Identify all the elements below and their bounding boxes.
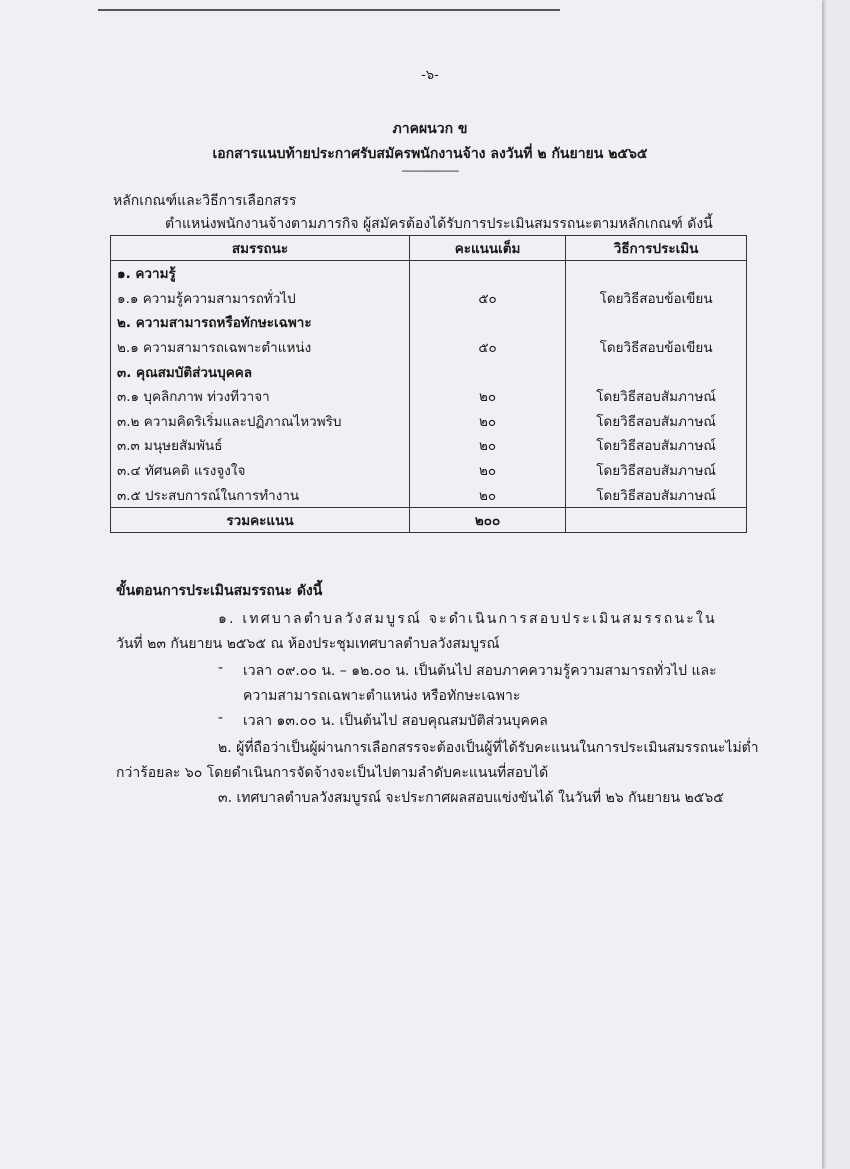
method-cell: โดยวิธีสอบสัมภาษณ์ xyxy=(566,458,747,483)
criteria-table xyxy=(110,235,747,533)
competency-cell: ๓.๓ มนุษยสัมพันธ์ xyxy=(111,433,410,458)
score-cell: ๒๐ xyxy=(410,458,566,483)
column-header-competency: สมรรถนะ xyxy=(111,236,410,261)
page-number: -๖- xyxy=(421,68,439,83)
column-header-score: คะแนนเต็ม xyxy=(410,236,566,261)
method-cell: โดยวิธีสอบสัมภาษณ์ xyxy=(566,384,747,409)
criteria-heading: หลักเกณฑ์และวิธีการเลือกสรร xyxy=(113,193,297,209)
table-row xyxy=(111,458,747,483)
score-cell: ๒๐ xyxy=(410,433,566,458)
procedure-item-2-line-1: ๒. ผู้ที่ถือว่าเป็นผู้ผ่านการเลือกสรรจะต้องเป็นผู้ที่ได้รับคะแนนในการประเมินสมรรถนะไม่ต่ำ xyxy=(218,740,759,756)
procedure-heading: ขั้นตอนการประเมินสมรรถนะ ดังนี้ xyxy=(116,583,323,599)
page-title: ภาคผนวก ข xyxy=(392,121,468,137)
competency-cell: ๑. ความรู้ xyxy=(111,261,410,286)
method-cell: โดยวิธีสอบสัมภาษณ์ xyxy=(566,433,747,458)
competency-cell: ๒. ความสามารถหรือทักษะเฉพาะ xyxy=(111,310,410,335)
method-cell xyxy=(566,261,747,286)
competency-cell: ๑.๑ ความรู้ความสามารถทั่วไป xyxy=(111,286,410,311)
score-cell xyxy=(410,359,566,384)
procedure-item-1-line-2: วันที่ ๒๓ กันยายน ๒๕๖๕ ณ ห้องประชุมเทศบาลตำบลวังสมบูรณ์ xyxy=(116,636,500,652)
score-cell xyxy=(410,261,566,286)
competency-cell: ๓.๕ ประสบการณ์ในการทำงาน xyxy=(111,482,410,507)
total-label-cell: รวมคะแนน xyxy=(111,507,410,532)
procedure-item-2-line-2: กว่าร้อยละ ๖๐ โดยดำเนินการจัดจ้างจะเป็นไปตามลำดับคะแนนที่สอบได้ xyxy=(116,765,549,781)
method-cell xyxy=(566,359,747,384)
bullet-dash-2: - xyxy=(218,710,224,726)
method-cell: โดยวิธีสอบข้อเขียน xyxy=(566,286,747,311)
procedure-bullet-2: เวลา ๑๓.๐๐ น. เป็นต้นไป สอบคุณสมบัติส่วนบุคคล xyxy=(243,713,548,729)
top-border-line xyxy=(98,9,560,11)
procedure-item-3: ๓. เทศบาลตำบลวังสมบูรณ์ จะประกาศผลสอบแข่งขันได้ ในวันที่ ๒๖ กันยายน ๒๕๖๕ xyxy=(218,790,724,806)
title-rule: ------------------- xyxy=(401,164,459,177)
score-cell: ๒๐ xyxy=(410,409,566,434)
procedure-bullet-1-line-1: เวลา ๐๙.๐๐ น. – ๑๒.๐๐ น. เป็นต้นไป สอบภาคความรู้ความสามารถทั่วไป และ xyxy=(243,663,717,679)
bullet-dash-1: - xyxy=(218,660,224,676)
category-row xyxy=(111,261,747,286)
procedure-item-1-line-1: ๑. เทศบาลตำบลวังสมบูรณ์ จะดำเนินการสอบประเมินสมรรถนะใน xyxy=(218,611,717,627)
column-header-method: วิธีการประเมิน xyxy=(566,236,747,261)
method-cell: โดยวิธีสอบสัมภาษณ์ xyxy=(566,409,747,434)
table-header-row xyxy=(111,236,747,261)
competency-cell: ๒.๑ ความสามารถเฉพาะตำแหน่ง xyxy=(111,335,410,360)
score-cell xyxy=(410,310,566,335)
table-row xyxy=(111,433,747,458)
method-cell: โดยวิธีสอบข้อเขียน xyxy=(566,335,747,360)
score-cell: ๒๐ xyxy=(410,482,566,507)
total-score-cell: ๒๐๐ xyxy=(410,507,566,532)
competency-cell: ๓. คุณสมบัติส่วนบุคคล xyxy=(111,359,410,384)
criteria-intro: ตำแหน่งพนักงานจ้างตามภารกิจ ผู้สมัครต้องได้รับการประเมินสมรรถนะตามหลักเกณฑ์ ดังนี้ xyxy=(165,216,713,232)
total-row xyxy=(111,507,747,532)
procedure-bullet-1-line-2: ความสามารถเฉพาะตำแหน่ง หรือทักษะเฉพาะ xyxy=(243,688,521,704)
category-row xyxy=(111,310,747,335)
table-row xyxy=(111,384,747,409)
method-cell: โดยวิธีสอบสัมภาษณ์ xyxy=(566,482,747,507)
method-cell xyxy=(566,310,747,335)
criteria-table-body xyxy=(111,261,747,533)
competency-cell: ๓.๔ ทัศนคติ แรงจูงใจ xyxy=(111,458,410,483)
table-row xyxy=(111,286,747,311)
table-row xyxy=(111,335,747,360)
table-row xyxy=(111,409,747,434)
competency-cell: ๓.๒ ความคิดริเริ่มและปฏิภาณไหวพริบ xyxy=(111,409,410,434)
table-row xyxy=(111,482,747,507)
score-cell: ๒๐ xyxy=(410,384,566,409)
category-row xyxy=(111,359,747,384)
score-cell: ๕๐ xyxy=(410,286,566,311)
total-method-cell xyxy=(566,507,747,532)
page-subtitle: เอกสารแนบท้ายประกาศรับสมัครพนักงานจ้าง ลงวันที่ ๒ กันยายน ๒๕๖๕ xyxy=(212,146,648,162)
competency-cell: ๓.๑ บุคลิกภาพ ท่วงทีวาจา xyxy=(111,384,410,409)
score-cell: ๕๐ xyxy=(410,335,566,360)
